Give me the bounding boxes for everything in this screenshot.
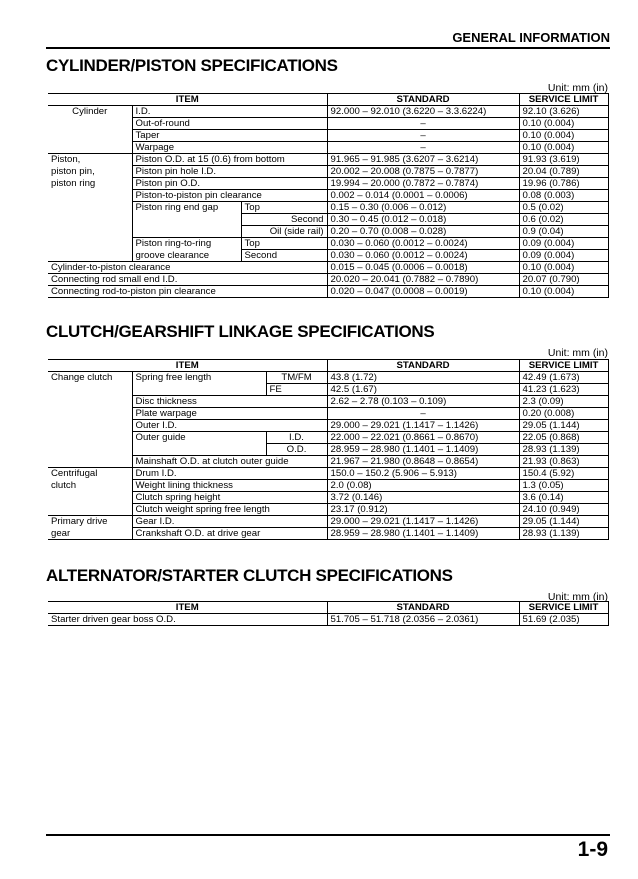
group-label: Primary drive (48, 516, 132, 528)
standard-cell: 0.030 – 0.060 (0.0012 – 0.0024) (327, 238, 519, 250)
standard-cell: 0.20 – 0.70 (0.008 – 0.028) (327, 226, 519, 238)
standard-cell: 29.000 – 29.021 (1.1417 – 1.1426) (327, 420, 519, 432)
standard-cell: – (327, 130, 519, 142)
limit-cell: 0.10 (0.004) (519, 262, 608, 274)
standard-cell: 0.30 – 0.45 (0.012 – 0.018) (327, 214, 519, 226)
group-label: clutch (51, 479, 77, 491)
item-cell: Out-of-round (132, 118, 327, 130)
unit-label-clutch: Unit: mm (in) (547, 347, 608, 359)
standard-cell: – (327, 408, 519, 420)
limit-cell: 42.49 (1.673) (519, 372, 608, 384)
standard-cell: 92.000 – 92.010 (3.6220 – 3.3.6224) (327, 106, 519, 118)
item-cell: Taper (132, 130, 327, 142)
subitem-cell: O.D. (266, 444, 327, 456)
item-cell: Crankshaft O.D. at drive gear (132, 528, 327, 540)
header-service-limit: SERVICE LIMIT (519, 94, 608, 106)
item-cell: I.D. (132, 106, 327, 118)
limit-cell: 0.10 (0.004) (519, 130, 608, 142)
standard-cell: 20.002 – 20.008 (0.7875 – 0.7877) (327, 166, 519, 178)
item-cell: Spring free length (132, 372, 266, 384)
item-cell: Piston ring end gap (132, 202, 241, 214)
item-cell: Connecting rod small end I.D. (48, 274, 327, 286)
item-cell: Outer guide (132, 432, 266, 444)
limit-cell: 28.93 (1.139) (519, 528, 608, 540)
standard-cell: 2.62 – 2.78 (0.103 – 0.109) (327, 396, 519, 408)
item-cell: Warpage (132, 142, 327, 154)
item-cell: Plate warpage (132, 408, 327, 420)
limit-cell: 0.08 (0.003) (519, 190, 608, 202)
table-row (48, 456, 608, 468)
standard-cell: – (327, 118, 519, 130)
standard-cell: 3.72 (0.146) (327, 492, 519, 504)
table-row (48, 250, 608, 262)
limit-cell: 3.6 (0.14) (519, 492, 608, 504)
limit-cell: 0.5 (0.02) (519, 202, 608, 214)
subitem-cell: Top (241, 202, 327, 214)
table-row (48, 468, 608, 480)
subitem-cell: Top (241, 238, 327, 250)
table-row (48, 190, 608, 202)
standard-cell: 0.030 – 0.060 (0.0012 – 0.0024) (327, 250, 519, 262)
item-cell: Mainshaft O.D. at clutch outer guide (132, 456, 327, 468)
standard-cell: 21.967 – 21.980 (0.8648 – 0.8654) (327, 456, 519, 468)
item-cell: Starter driven gear boss O.D. (48, 614, 327, 626)
table-row (48, 444, 608, 456)
limit-cell: 2.3 (0.09) (519, 396, 608, 408)
subitem-cell: Oil (side rail) (241, 226, 327, 238)
standard-cell: 43.8 (1.72) (327, 372, 519, 384)
limit-cell: 150.4 (5.92) (519, 468, 608, 480)
standard-cell: 28.959 – 28.980 (1.1401 – 1.1409) (327, 528, 519, 540)
standard-cell: 19.994 – 20.000 (0.7872 – 0.7874) (327, 178, 519, 190)
limit-cell: 29.05 (1.144) (519, 420, 608, 432)
standard-cell: 29.000 – 29.021 (1.1417 – 1.1426) (327, 516, 519, 528)
table-row (48, 202, 608, 214)
table-row (48, 262, 608, 274)
limit-cell: 20.04 (0.789) (519, 166, 608, 178)
item-cell: Piston ring-to-ring (132, 238, 241, 250)
table-row (48, 166, 608, 178)
running-header: GENERAL INFORMATION (452, 30, 610, 45)
standard-cell: – (327, 142, 519, 154)
standard-cell: 42.5 (1.67) (327, 384, 519, 396)
unit-label-cylinder: Unit: mm (in) (547, 82, 608, 94)
table-row (48, 408, 608, 420)
item-cell: Piston O.D. at 15 (0.6) from bottom (132, 154, 327, 166)
table-row (48, 238, 608, 250)
item-cell: Clutch weight spring free length (132, 504, 327, 516)
table-row (48, 614, 608, 626)
subitem-cell: Second (241, 214, 327, 226)
clutch-spec-table (48, 359, 609, 540)
table-row (48, 480, 608, 492)
item-cell: groove clearance (132, 250, 241, 262)
group-label: piston ring (51, 177, 96, 189)
group-label: gear (48, 528, 132, 540)
header-item: ITEM (48, 360, 327, 372)
standard-cell: 2.0 (0.08) (327, 480, 519, 492)
cylinder-spec-table (48, 93, 609, 298)
table-row (48, 492, 608, 504)
subitem-cell: TM/FM (266, 372, 327, 384)
limit-cell: 0.09 (0.004) (519, 238, 608, 250)
limit-cell: 29.05 (1.144) (519, 516, 608, 528)
subitem-cell: Second (241, 250, 327, 262)
item-cell: Drum I.D. (132, 468, 327, 480)
item-cell: Cylinder-to-piston clearance (48, 262, 327, 274)
table-row (48, 372, 608, 384)
limit-cell: 41.23 (1.623) (519, 384, 608, 396)
limit-cell: 91.93 (3.619) (519, 154, 608, 166)
unit-label-alternator: Unit: mm (in) (547, 591, 608, 603)
item-cell: Piston pin hole I.D. (132, 166, 327, 178)
limit-cell: 28.93 (1.139) (519, 444, 608, 456)
subitem-cell: I.D. (266, 432, 327, 444)
standard-cell: 22.000 – 22.021 (0.8661 – 0.8670) (327, 432, 519, 444)
standard-cell: 28.959 – 28.980 (1.1401 – 1.1409) (327, 444, 519, 456)
table-row (48, 516, 608, 528)
section-title-clutch: CLUTCH/GEARSHIFT LINKAGE SPECIFICATIONS (46, 322, 435, 341)
header-item: ITEM (48, 94, 327, 106)
limit-cell: 0.9 (0.04) (519, 226, 608, 238)
table-row (48, 504, 608, 516)
standard-cell: 150.0 – 150.2 (5.906 – 5.913) (327, 468, 519, 480)
section-title-cylinder: CYLINDER/PISTON SPECIFICATIONS (46, 56, 338, 75)
limit-cell: 0.10 (0.004) (519, 142, 608, 154)
item-cell: Piston-to-piston pin clearance (132, 190, 327, 202)
footer-rule (46, 834, 610, 836)
limit-cell: 1.3 (0.05) (519, 480, 608, 492)
header-standard: STANDARD (327, 602, 519, 614)
item-cell: Piston pin O.D. (132, 178, 327, 190)
standard-cell: 0.15 – 0.30 (0.006 – 0.012) (327, 202, 519, 214)
group-label: Piston, (48, 154, 132, 166)
limit-cell: 0.10 (0.004) (519, 286, 608, 298)
page-number: 1-9 (577, 838, 608, 861)
standard-cell: 20.020 – 20.041 (0.7882 – 0.7890) (327, 274, 519, 286)
table-row (48, 420, 608, 432)
item-cell: Outer I.D. (132, 420, 327, 432)
header-item: ITEM (48, 602, 327, 614)
limit-cell: 24.10 (0.949) (519, 504, 608, 516)
item-cell: Gear I.D. (132, 516, 327, 528)
section-title-alternator: ALTERNATOR/STARTER CLUTCH SPECIFICATIONS (46, 566, 453, 585)
table-row (48, 118, 608, 130)
standard-cell: 0.015 – 0.045 (0.0006 – 0.0018) (327, 262, 519, 274)
limit-cell: 51.69 (2.035) (519, 614, 608, 626)
table-row (48, 396, 608, 408)
table-row (48, 214, 608, 226)
limit-cell: 19.96 (0.786) (519, 178, 608, 190)
standard-cell: 23.17 (0.912) (327, 504, 519, 516)
limit-cell: 0.20 (0.008) (519, 408, 608, 420)
limit-cell: 22.05 (0.868) (519, 432, 608, 444)
header-standard: STANDARD (327, 360, 519, 372)
group-label: Cylinder (72, 106, 108, 117)
limit-cell: 92.10 (3.626) (519, 106, 608, 118)
table-row (48, 106, 608, 118)
alternator-spec-table (48, 601, 609, 626)
subitem-cell: FE (266, 384, 327, 396)
table-row (48, 154, 608, 166)
group-label: piston pin, (51, 165, 95, 177)
standard-cell: 0.020 – 0.047 (0.0008 – 0.0019) (327, 286, 519, 298)
group-label: Change clutch (51, 372, 113, 383)
limit-cell: 0.6 (0.02) (519, 214, 608, 226)
table-row (48, 226, 608, 238)
header-rule (46, 47, 610, 49)
header-service-limit: SERVICE LIMIT (519, 602, 608, 614)
standard-cell: 91.965 – 91.985 (3.6207 – 3.6214) (327, 154, 519, 166)
table-row (48, 432, 608, 444)
item-cell: Weight lining thickness (132, 480, 327, 492)
table-row (48, 178, 608, 190)
group-label: Centrifugal (48, 468, 132, 480)
header-service-limit: SERVICE LIMIT (519, 360, 608, 372)
table-row (48, 130, 608, 142)
table-row (48, 528, 608, 540)
limit-cell: 20.07 (0.790) (519, 274, 608, 286)
table-row (48, 274, 608, 286)
item-cell: Connecting rod-to-piston pin clearance (48, 286, 327, 298)
header-standard: STANDARD (327, 94, 519, 106)
item-cell: Disc thickness (132, 396, 327, 408)
table-row (48, 142, 608, 154)
item-cell: Clutch spring height (132, 492, 327, 504)
standard-cell: 0.002 – 0.014 (0.0001 – 0.0006) (327, 190, 519, 202)
table-row (48, 286, 608, 298)
limit-cell: 0.10 (0.004) (519, 118, 608, 130)
limit-cell: 21.93 (0.863) (519, 456, 608, 468)
limit-cell: 0.09 (0.004) (519, 250, 608, 262)
standard-cell: 51.705 – 51.718 (2.0356 – 2.0361) (327, 614, 519, 626)
table-row (48, 384, 608, 396)
